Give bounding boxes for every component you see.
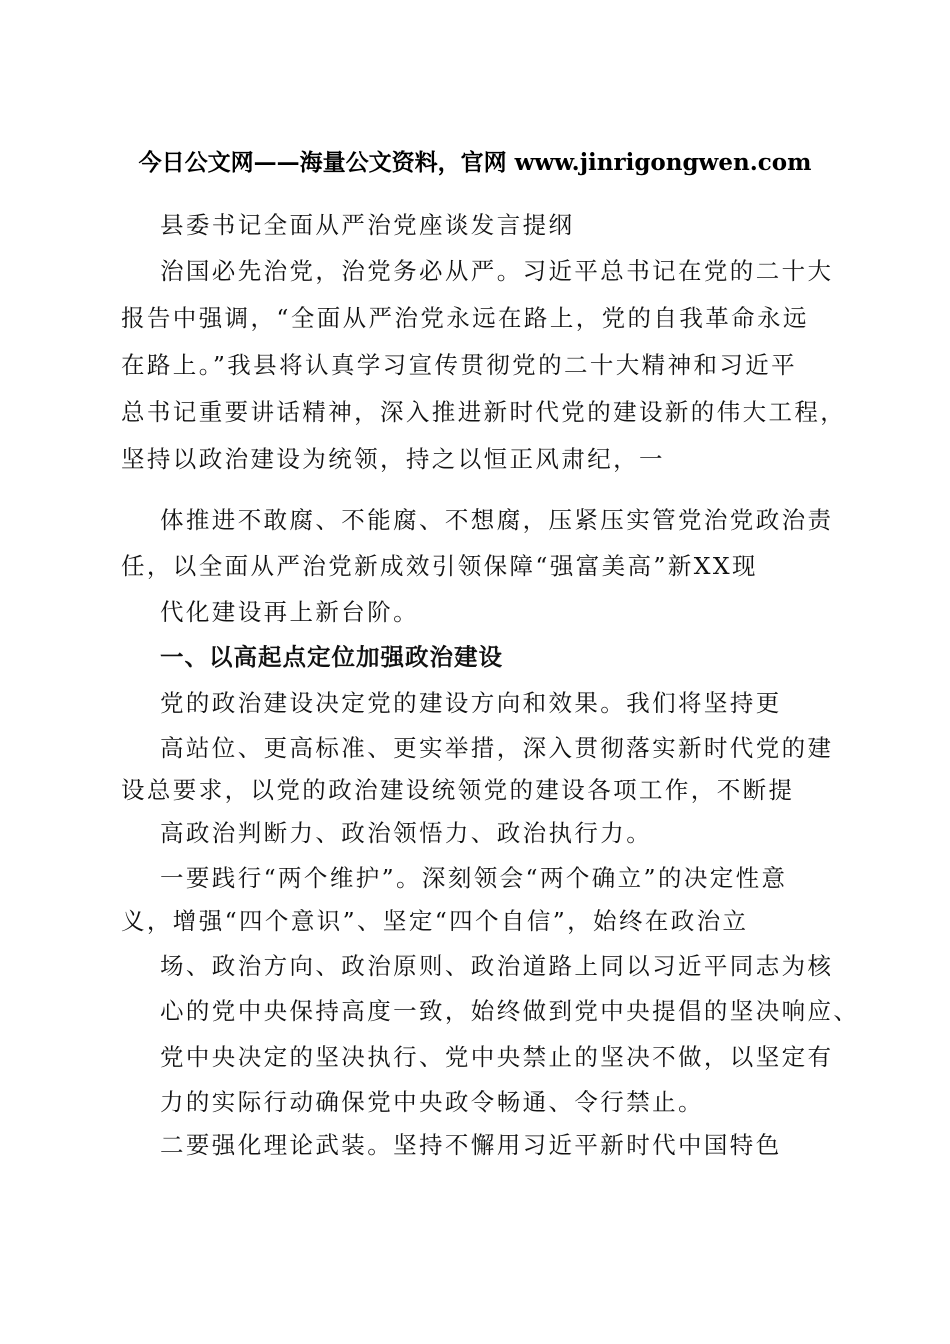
paragraph-line: 代化建设再上新台阶。: [160, 598, 419, 626]
paragraph-line: 高站位、更高标准、更实举措，深入贯彻落实新时代党的建: [160, 734, 834, 762]
paragraph-line: 场、政治方向、政治原则、政治道路上同以习近平同志为核: [160, 952, 834, 980]
paragraph-line: 体推进不敢腐、不能腐、不想腐，压紧压实管党治党政治责: [160, 506, 834, 534]
paragraph-line: 总书记重要讲话精神，深入推进新时代党的建设新的伟大工程，: [121, 398, 847, 426]
paragraph-line: 二要强化理论武装。坚持不懈用习近平新时代中国特色: [160, 1131, 782, 1159]
paragraph-line: 力的实际行动确保党中央政令畅通、令行禁止。: [160, 1088, 704, 1116]
paragraph-line: 心的党中央保持高度一致，始终做到党中央提倡的坚决响应、: [160, 997, 860, 1025]
document-title: 县委书记全面从严治党座谈发言提纲: [160, 211, 575, 239]
site-header-banner: 今日公文网——海量公文资料，官网 www.jinrigongwen.com: [138, 149, 812, 176]
paragraph-line: 治国必先治党，治党务必从严。习近平总书记在党的二十大: [160, 257, 834, 285]
paragraph-line: 义，增强“四个意识”、坚定“四个自信”，始终在政治立: [121, 907, 749, 935]
paragraph-line: 高政治判断力、政治领悟力、政治执行力。: [160, 819, 653, 847]
paragraph-line: 坚持以政治建设为统领，持之以恒正风肃纪，一: [121, 445, 665, 473]
paragraph-line: 党中央决定的坚决执行、党中央禁止的坚决不做，以坚定有: [160, 1043, 834, 1071]
paragraph-line: 报告中强调，“全面从严治党永远在路上，党的自我革命永远: [121, 304, 809, 332]
paragraph-line: 在路上。”我县将认真学习宣传贯彻党的二十大精神和习近平: [121, 351, 798, 379]
paragraph-line: 党的政治建设决定党的建设方向和效果。我们将坚持更: [160, 689, 782, 717]
paragraph-line: 一要践行“两个维护”。深刻领会“两个确立”的决定性意: [160, 864, 788, 892]
paragraph-line: 设总要求，以党的政治建设统领党的建设各项工作，不断提: [121, 776, 795, 804]
section-heading: 一、以高起点定位加强政治建设: [160, 643, 503, 671]
paragraph-line: 任，以全面从严治党新成效引领保障“强富美高”新XX现: [121, 552, 758, 580]
